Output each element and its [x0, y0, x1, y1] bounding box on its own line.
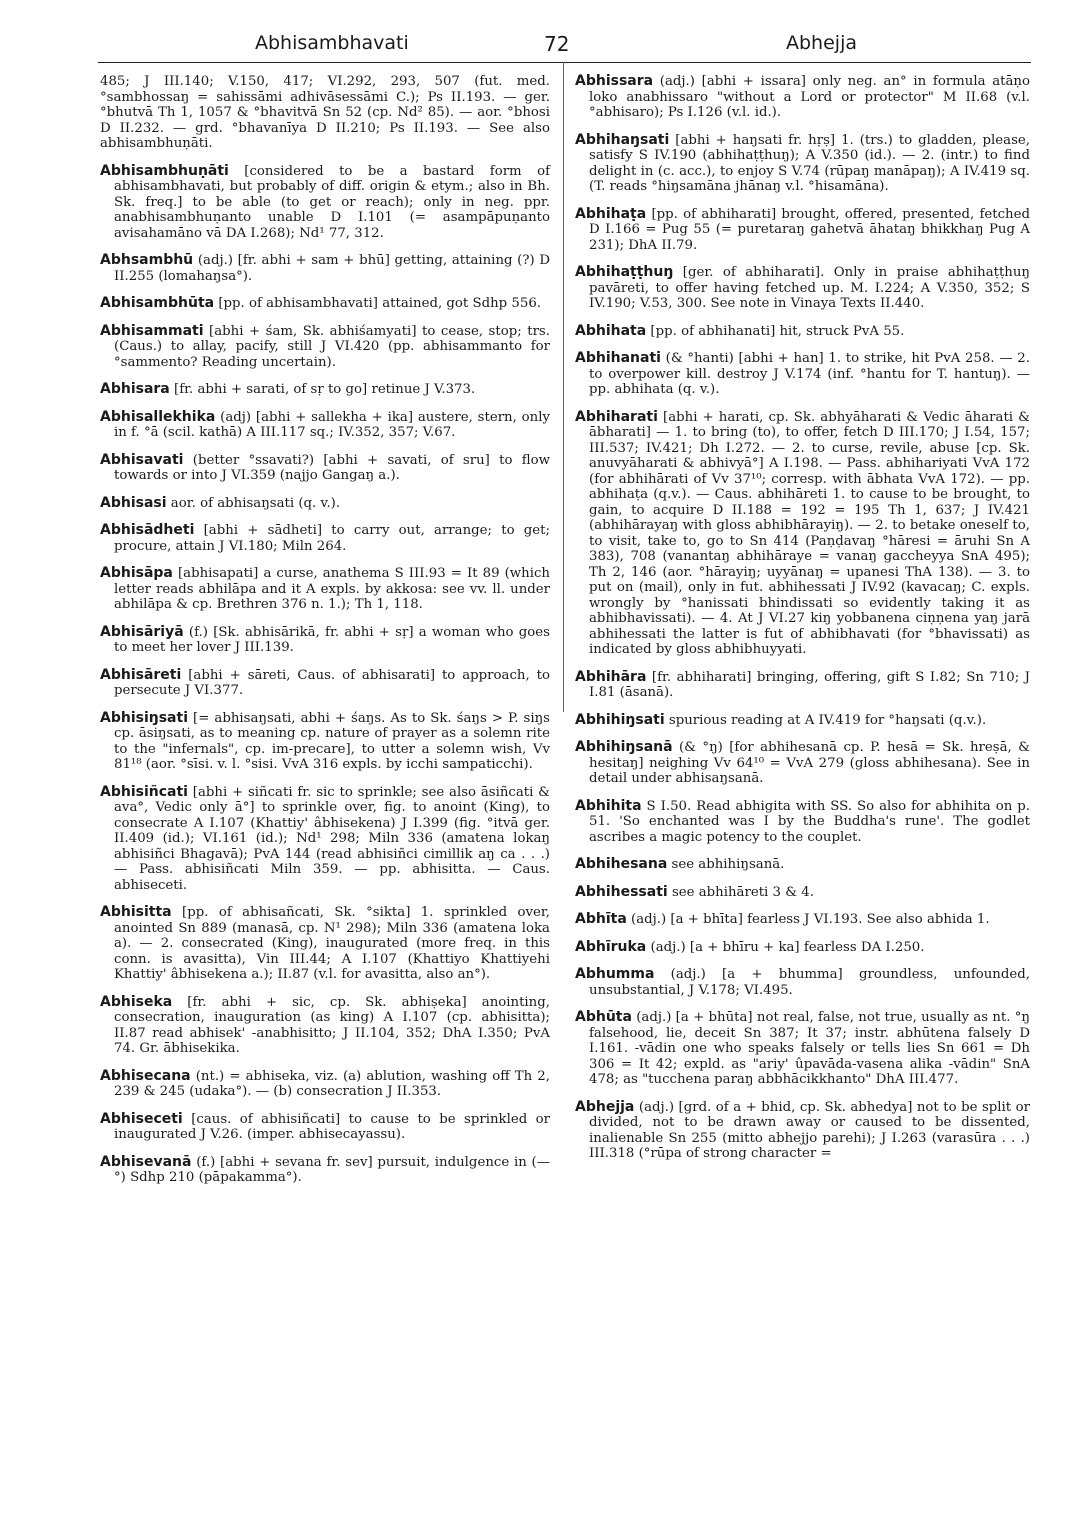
entry-headword: Abhisāreti [100, 666, 182, 683]
entry-definition: 485; J III.140; V.150, 417; VI.292, 293, 507 (fut. med. °sambhossaŋ = sahissāmi adhivāsessāmi C.); Ps II.193. — ger. °bhutvā Th 1, 1057 & °bhavitvā Sn 52 (cp. Nd² 85). — aor. °bhosi D II.232. — grd. °bhavanīya D II.210; Ps II.193. — See also abhisambhuṇāti. [100, 74, 550, 151]
entry-definition: see abhihāreti 3 & 4. [671, 884, 814, 900]
entry-headword: Abhihāra [575, 668, 647, 685]
dictionary-entry [100, 74, 550, 152]
dictionary-entry [575, 410, 1030, 658]
entry-definition: [= abhisaŋsati, abhi + śaŋs. As to Sk. śaŋs > P. siŋs cp. āsiŋsati, as to meaning cp. nature of prayer as a solemn rite to the "infernals", cp. im-precare], to utter a solemn wish, Vv 81¹⁸ (aor. °sīsi. v. l. °sisi. VvA 316 expls. by icchi sampaticchi). [114, 710, 550, 772]
dictionary-entry [100, 382, 550, 398]
left-column [100, 74, 550, 1198]
entry-definition: (nt.) = abhiseka, viz. (a) ablution, washing off Th 2, 239 & 245 (udaka°). — (b) consecration J II.353. [114, 1068, 550, 1099]
entry-definition: [pp. of abhiharati] brought, offered, presented, fetched D I.166 = Pug 55 (= puretaraŋ gahetvā āhataŋ bhikkhaŋ Pug A 231); DhA II.79. [589, 206, 1030, 253]
entry-definition: [abhi + sāreti, Caus. of abhisarati] to approach, to persecute J VI.377. [114, 667, 550, 698]
dictionary-entry [100, 995, 550, 1057]
entry-definition: (& °hanti) [abhi + han] 1. to strike, hit PvA 258. — 2. to overpower kill. destroy J V.174 (inf. °hantu for T. hantuŋ). — pp. abhihata (q. v.). [589, 351, 1030, 397]
dictionary-entry [100, 496, 550, 512]
dictionary-entry [100, 668, 550, 699]
dictionary-entry [100, 523, 550, 554]
dictionary-entry [100, 1069, 550, 1100]
dictionary-entry [575, 740, 1030, 787]
dictionary-entry [100, 711, 550, 773]
dictionary-entry [100, 410, 550, 441]
entry-definition: [abhi + harati, cp. Sk. abhyāharati & Vedic āharati & ābharati] — 1. to bring (to), to offer, fetch D III.170; J I.54, 157; III.537; IV.421; Dh I.272. — 2. to curse, revile, abuse [cp. Sk. anuvyāharati & abhivyā°] A I.198. — Pass. abhihariyati VvA 172 (for abhihārati of Vv 37¹⁰; corresp. with ābhata VvA 172). — pp. abhihaṭa (q.v.). — Caus. abhihāreti 1. to cause to be brought, to gain, to acquire D II.188 = 192 = 195 Th 1, 637; J IV.421 (abhihārayaŋ with gloss abhibhārayiŋ). — 2. to betake oneself to, to visit, take to, go to Sn 414 (Paṇḍavaŋ °hāresi = āruhi Sn A 383), 708 (vanantaŋ abhihāraye = vanaŋ gaccheyya SnA 495); Th 2, 146 (aor. °hārayiŋ; uyyānaŋ = upanesi ThA 138). — 3. to put on (mail), only in fut. abhihessati J IV.92 (kavacaŋ; C. expls. wrongly by °hanissati bhindissati so evidently taking it as abhibhavissati). — 4. At J VI.27 kiŋ yobbanena ciṇṇena yaŋ jarā abhihessati the latter is fut of abhibhavati (for °bhavissati) as indicated by gloss abhibhuyyati. [589, 409, 1030, 657]
entry-headword: Abhisiŋsati [100, 709, 188, 726]
entry-headword: Abhihiŋsanā [575, 739, 673, 755]
entry-headword: Abhihaṭa [575, 205, 647, 222]
entry-headword: Abhihiŋsati [575, 711, 665, 728]
entry-headword: Abhisādheti [100, 522, 195, 538]
entry-definition: [caus. of abhisiñcati] to cause to be sprinkled or inaugurated J V.26. (imper. abhisecayassu). [114, 1111, 550, 1142]
entry-definition: [abhi + sādheti] to carry out, arrange; to get; procure, attain J VI.180; Miln 264. [114, 523, 550, 554]
entry-definition: (f.) [Sk. abhisārikā, fr. abhi + sṛ] a woman who goes to meet her lover J III.139. [114, 624, 551, 655]
entry-definition: (adj.) [a + bhumma] groundless, unfounded, unsubstantial, J V.178; VI.495. [589, 967, 1030, 998]
entry-definition: [pp. of abhihanati] hit, struck PvA 55. [650, 323, 905, 339]
dictionary-entry [575, 265, 1030, 312]
dictionary-entry [575, 1100, 1030, 1162]
dictionary-entry [575, 857, 1030, 873]
dictionary-entry [575, 670, 1030, 701]
dictionary-entry [100, 296, 550, 312]
dictionary-entry [575, 799, 1030, 846]
dictionary-entry [575, 713, 1030, 729]
column-divider [563, 62, 564, 712]
entry-definition: (& °ŋ) [for abhihesanā cp. P. hesā = Sk. hreṣā, & hesitaŋ] neighing Vv 64¹⁰ = VvA 279 (gloss abhihesana). See in detail under abhisaŋsanā. [589, 740, 1030, 786]
entry-definition: (adj.) [a + bhīru + ka] fearless DA I.250. [650, 939, 925, 955]
right-column [575, 74, 1030, 1174]
running-header [100, 32, 970, 60]
dictionary-entry [575, 133, 1030, 195]
entry-headword: Abhejja [575, 1098, 635, 1115]
dictionary-entry [575, 207, 1030, 254]
entry-headword: Abhisara [100, 381, 170, 397]
entry-headword: Abhisambhuṇāti [100, 162, 229, 179]
dictionary-entry [575, 912, 1030, 928]
entry-definition: (f.) [abhi + sevana fr. sev] pursuit, indulgence in (—°) Sdhp 210 (pāpakamma°). [114, 1154, 550, 1185]
dictionary-entry [575, 885, 1030, 901]
entry-definition: S I.50. Read abhigita with SS. So also for abhihita on p. 51. 'So enchanted was I by the Buddha's rune'. The godlet ascribes a magic potency to the couplet. [589, 798, 1030, 845]
dictionary-entry [100, 905, 550, 983]
entry-headword: Abhihanati [575, 350, 661, 366]
dictionary-entry [575, 1010, 1030, 1088]
entry-definition: [fr. abhi + sarati, of sṛ to go] retinue J V.373. [174, 382, 476, 397]
entry-definition: (adj.) [fr. abhi + sam + bhū] getting, attaining (?) D II.255 (lomahaŋsa°). [114, 253, 550, 284]
entry-definition: [pp. of abhisambhavati] attained, got Sdhp 556. [218, 296, 542, 311]
dictionary-entry [100, 1155, 550, 1186]
dictionary-entry [575, 74, 1030, 121]
entry-headword: Abhīta [575, 911, 627, 927]
entry-headword: Abhisevanā [100, 1153, 192, 1170]
entry-headword: Abhiseka [100, 993, 173, 1010]
entry-definition: [fr. abhi + sic, cp. Sk. abhiṣeka] anointing, consecration, inauguration (as king) A I.107 (cp. abhisitta); II.87 read abhisek' -anabhisitto; J II.104, 352; DhA I.350; PvA 74. Gr. ābhisekika. [114, 994, 550, 1056]
entry-headword: Abhisitta [100, 904, 172, 920]
entry-definition: [abhi + śam, Sk. abhiśamyati] to cease, stop; trs. (Caus.) to allay, pacify, still J VI.420 (pp. abhisammanto for °sammento? Reading uncertain). [114, 323, 550, 370]
entry-headword: Abhisecana [100, 1067, 191, 1084]
entry-definition: [abhisapati] a curse, anathema S III.93 = It 89 (which letter reads abhilāpa and it A expls. by akkosa: see vv. ll. under abhilāpa & cp. Brethren 376 n. 1.); Th 1, 118. [114, 566, 550, 612]
entry-definition: (better °ssavati?) [abhi + savati, of sru] to flow towards or into J VI.359 (najjo Gangaŋ a.). [114, 452, 551, 483]
entry-headword: Abhihaṭṭhuŋ [575, 264, 674, 280]
entry-definition: (adj) [abhi + sallekha + ika] austere, stern, only in f. °ā (scil. kathā) A III.117 sq.; IV.352, 357; V.67. [114, 409, 550, 440]
entry-headword: Abhisāpa [100, 565, 173, 581]
entry-headword: Abhīruka [575, 938, 647, 955]
entry-definition: [pp. of abhisañcati, Sk. °sikta] 1. sprinkled over, anointed Sn 889 (manasā, cp. N¹ 298); Miln 336 (amatena loka a). — 2. consecrated (King), inaugurated (more freq. in this conn. is avasitta), Vin III.44; A I.107 (Khattiyo Khattiyehi Khattiy' âbhisekena a.); II.87 (v.l. for avasitta, also an°). [114, 905, 550, 982]
entry-headword: Abhihita [575, 797, 642, 814]
dictionary-entry [575, 324, 1030, 340]
entry-headword: Abhūta [575, 1009, 632, 1025]
entry-definition: (adj.) [a + bhīta] fearless J VI.193. See also abhida 1. [631, 912, 990, 927]
entry-headword: Abhihata [575, 322, 647, 339]
entry-headword: Abhihesana [575, 856, 668, 872]
entry-headword: Abhumma [575, 966, 655, 982]
entry-headword: Abhihessati [575, 883, 668, 900]
dictionary-entry [100, 164, 550, 242]
entry-definition: (adj.) [a + bhūta] not real, false, not true, usually as nt. °ŋ falsehood, lie, deceit Sn 387; It 37; instr. abhūtena falsely D I.161. -vādin one who speaks falsely or tells lies Sn 661 = Dh 306 = It 42; expld. as "ariy' ûpavāda-vasena alika -vādin" SnA 478; as "tucchena paraŋ abbhācikkhanto" DhA III.477. [589, 1010, 1030, 1087]
dictionary-entry [100, 1112, 550, 1143]
entry-definition: (adj.) [grd. of a + bhid, cp. Sk. abhedya] not to be split or divided, not to be drawn away or caused to be dissented, inalienable Sn 255 (mitto abhejjo parehi); J I.263 (varasūra . . .) III.318 (°rūpa of strong character = [589, 1099, 1031, 1161]
entry-definition: spurious reading at A IV.419 for °haŋsati (q.v.). [668, 712, 987, 728]
dictionary-entry [100, 625, 550, 656]
entry-headword: Abhiseceti [100, 1110, 183, 1127]
entry-headword: Abhisallekhika [100, 408, 216, 425]
entry-headword: Abhisasi [100, 494, 167, 511]
entry-definition: [considered to be a bastard form of abhisambhavati, but probably of diff. origin & etym.; also in Bh. Sk. freq.] to be able (to get or reach); only in neg. ppr. anabhisambhuṇanto unable D I.101 (= asampāpuṇanto avisahamāno vā DA I.268); Nd¹ 77, 312. [114, 163, 551, 241]
entry-definition: (adj.) [abhi + issara] only neg. an° in formula atāṇo loko anabhissaro "without a Lord or protector" M II.68 (v.l. °abhisaro); Ps I.126 (v.l. id.). [589, 74, 1030, 120]
dictionary-entry [100, 785, 550, 894]
entry-definition: [abhi + siñcati fr. sic to sprinkle; see also āsiñcati & ava°, Vedic only ā°] to sprinkle over, fig. to anoint (King), to consecrate A I.107 (Khattiy' âbhisekena) J I.399 (fig. °itvā ger. II.409 (id.); VI.161 (id.); Nd¹ 298; Miln 336 (amatena lokaŋ abhisiñci Bhagavā); PvA 144 (read abhisiñci cimillik aŋ ca . . .) — Pass. abhisiñcati Miln 359. — pp. abhisitta. — Caus. abhiseceti. [114, 784, 550, 893]
header-rule [98, 62, 1031, 63]
entry-headword: Abhissara [575, 73, 654, 89]
entry-definition: [abhi + haŋsati fr. hṛṣ] 1. (trs.) to gladden, please, satisfy S IV.190 (abhihaṭṭhuŋ); A V.350 (id.). — 2. (intr.) to find delight in (c. acc.), to enjoy S V.74 (rūpaŋ manāpaŋ); A IV.419 sq. (T. reads °hiŋsamāna jhānaŋ v.l. °hisamāna). [589, 132, 1030, 194]
entry-headword: Abhihaŋsati [575, 131, 670, 148]
entry-definition: aor. of abhisaŋsati (q. v.). [170, 495, 341, 511]
header-first-entry: Abhisambhavati [255, 32, 409, 54]
dictionary-entry [100, 453, 550, 484]
entry-definition: [fr. abhiharati] bringing, offering, gift S I.82; Sn 710; J I.81 (āsanā). [589, 669, 1031, 700]
entry-headword: Abhisāriyā [100, 623, 184, 640]
dictionary-entry [575, 351, 1030, 398]
entry-headword: Abhisavati [100, 451, 184, 468]
entry-definition: [ger. of abhiharati]. Only in praise abhihaṭṭhuŋ pavāreti, to offer having fetched up. M. I.224; A V.350, 352; S IV.190; V.53, 300. See note in Vinaya Texts II.440. [589, 265, 1030, 311]
dictionary-entry [100, 566, 550, 613]
dictionary-entry [100, 324, 550, 371]
entry-headword: Abhsambhū [100, 252, 194, 268]
entry-headword: Abhiharati [575, 408, 658, 425]
dictionary-entry [575, 967, 1030, 998]
header-last-entry: Abhejja [786, 32, 857, 54]
entry-definition: see abhihiŋsanā. [671, 857, 785, 872]
entry-headword: Abhisiñcati [100, 783, 188, 800]
dictionary-entry [575, 940, 1030, 956]
dictionary-entry [100, 253, 550, 284]
page-number: 72 [544, 32, 570, 56]
entry-headword: Abhisambhūta [100, 295, 215, 311]
entry-headword: Abhisammati [100, 322, 204, 339]
